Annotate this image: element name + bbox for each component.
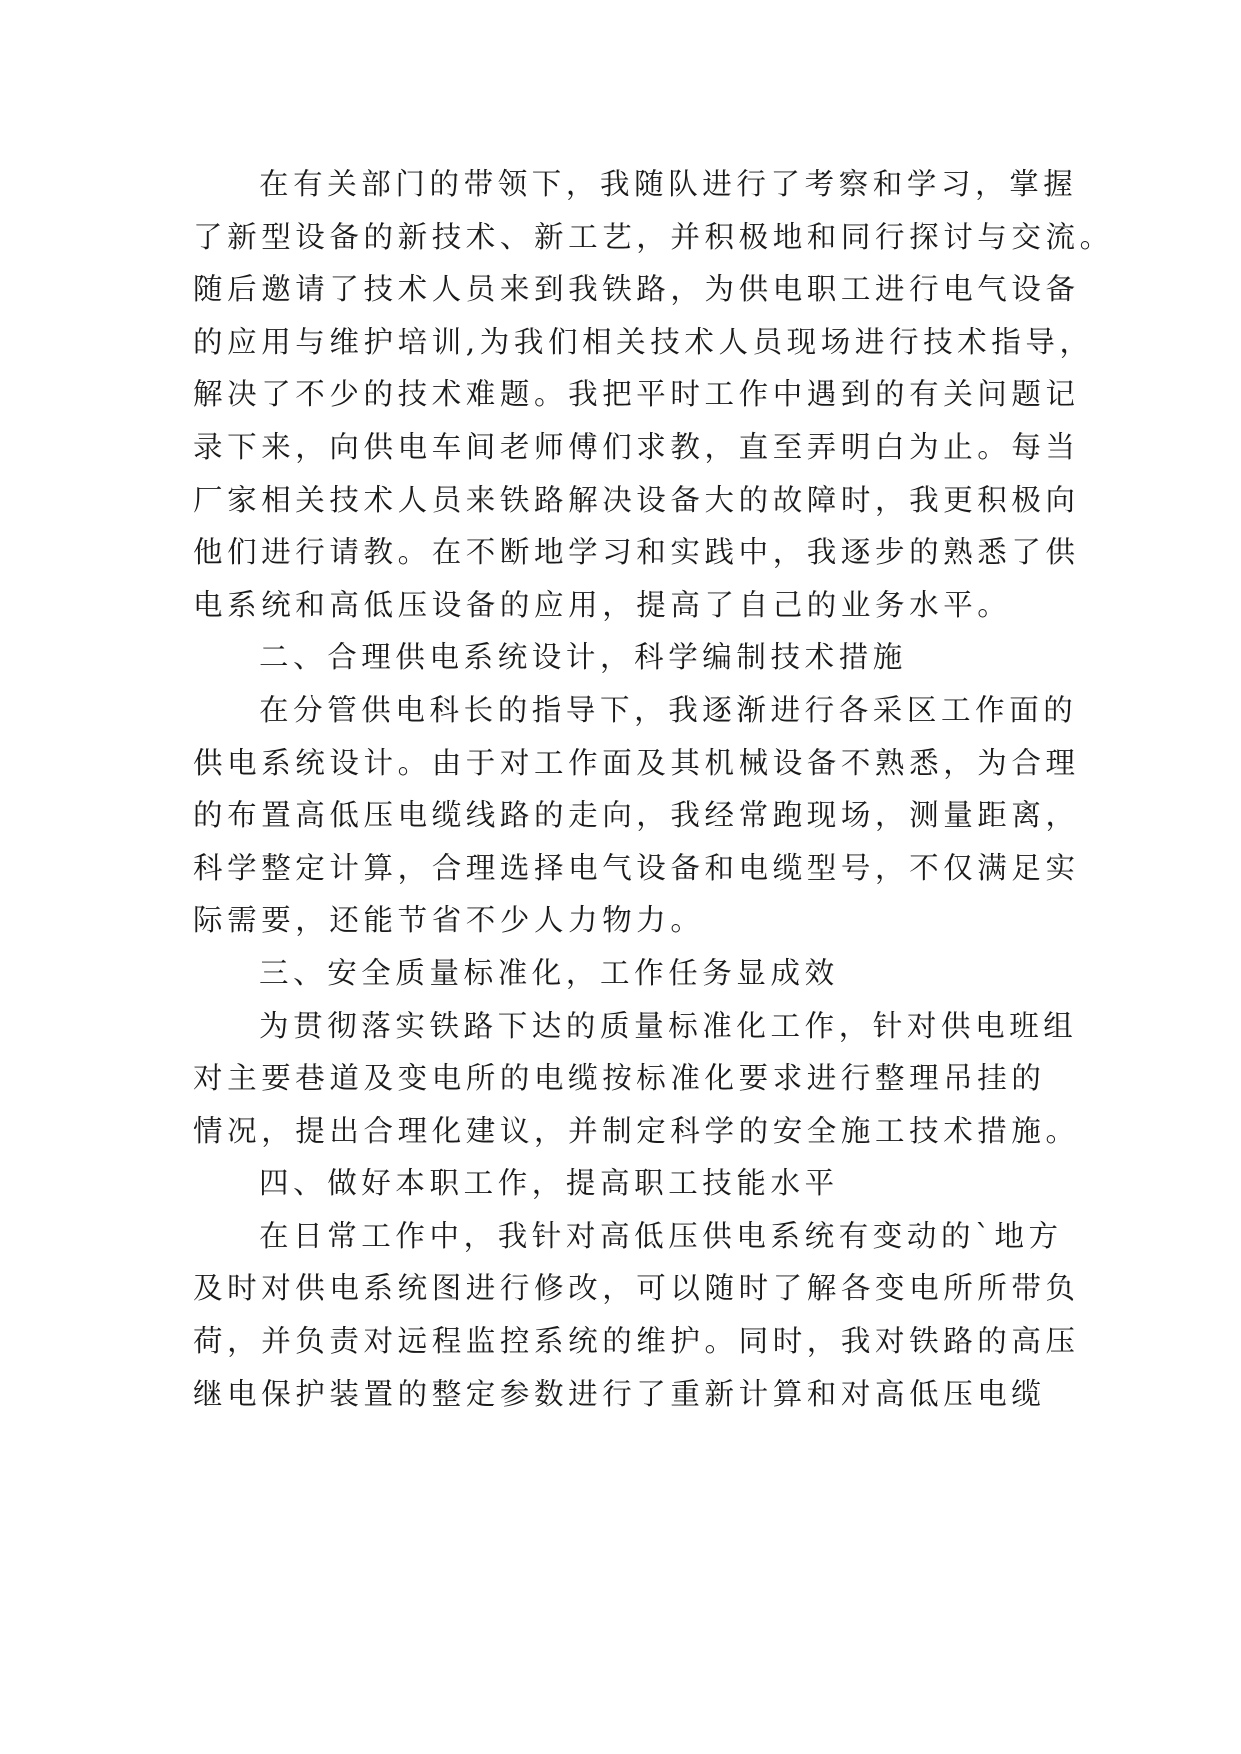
- paragraph-line: 科学整定计算，合理选择电气设备和电缆型号，不仅满足实: [193, 850, 1080, 885]
- paragraph-line: 电系统和高低压设备的应用，提高了自己的业务水平。: [193, 587, 1012, 622]
- paragraph-line: 荷，并负责对远程监控系统的维护。同时，我对铁路的高压: [193, 1324, 1080, 1359]
- paragraph-line: 他们进行请教。在不断地学习和实践中，我逐步的熟悉了供: [193, 535, 1080, 570]
- paragraph-line: 录下来，向供电车间老师傅们求教，直至弄明白为止。每当: [193, 429, 1080, 464]
- paragraph-line: 在有关部门的带领下，我随队进行了考察和学习，掌握: [259, 167, 1078, 201]
- document-body: [193, 158, 1114, 1420]
- paragraph-line: 继电保护装置的整定参数进行了重新计算和对高低压电缆: [193, 1376, 1046, 1411]
- paragraph-line: 的应用与维护培训,为我们相关技术人员现场进行技术指导，: [193, 324, 1094, 359]
- section-heading: 二、合理供电系统设计，科学编制技术措施: [259, 640, 907, 675]
- paragraph-line: 情况，提出合理化建议，并制定科学的安全施工技术措施。: [193, 1113, 1080, 1148]
- section-heading: 四、做好本职工作，提高职工技能水平: [259, 1166, 839, 1201]
- paragraph-line: 了新型设备的新技术、新工艺，并积极地和同行探讨与交流。: [193, 219, 1114, 254]
- paragraph-line: 的布置高低压电缆线路的走向，我经常跑现场，测量距离，: [193, 798, 1080, 833]
- paragraph-line: 在日常工作中，我针对高低压供电系统有变动的`地方: [259, 1218, 1063, 1253]
- paragraph-line: 对主要巷道及变电所的电缆按标准化要求进行整理吊挂的: [193, 1061, 1046, 1096]
- paragraph-line: 随后邀请了技术人员来到我铁路，为供电职工进行电气设备: [193, 272, 1080, 307]
- paragraph-line: 解决了不少的技术难题。我把平时工作中遇到的有关问题记: [193, 377, 1080, 412]
- paragraph-line: 及时对供电系统图进行修改，可以随时了解各变电所所带负: [193, 1271, 1080, 1306]
- paragraph-line: 际需要，还能节省不少人力物力。: [193, 903, 705, 938]
- paragraph-line: 厂家相关技术人员来铁路解决设备大的故障时，我更积极向: [193, 482, 1080, 517]
- paragraph-line: 在分管供电科长的指导下，我逐渐进行各采区工作面的: [259, 692, 1078, 727]
- paragraph-line: 供电系统设计。由于对工作面及其机械设备不熟悉，为合理: [193, 745, 1080, 780]
- paragraph-line: 为贯彻落实铁路下达的质量标准化工作，针对供电班组: [259, 1008, 1078, 1043]
- section-heading: 三、安全质量标准化，工作任务显成效: [259, 955, 839, 990]
